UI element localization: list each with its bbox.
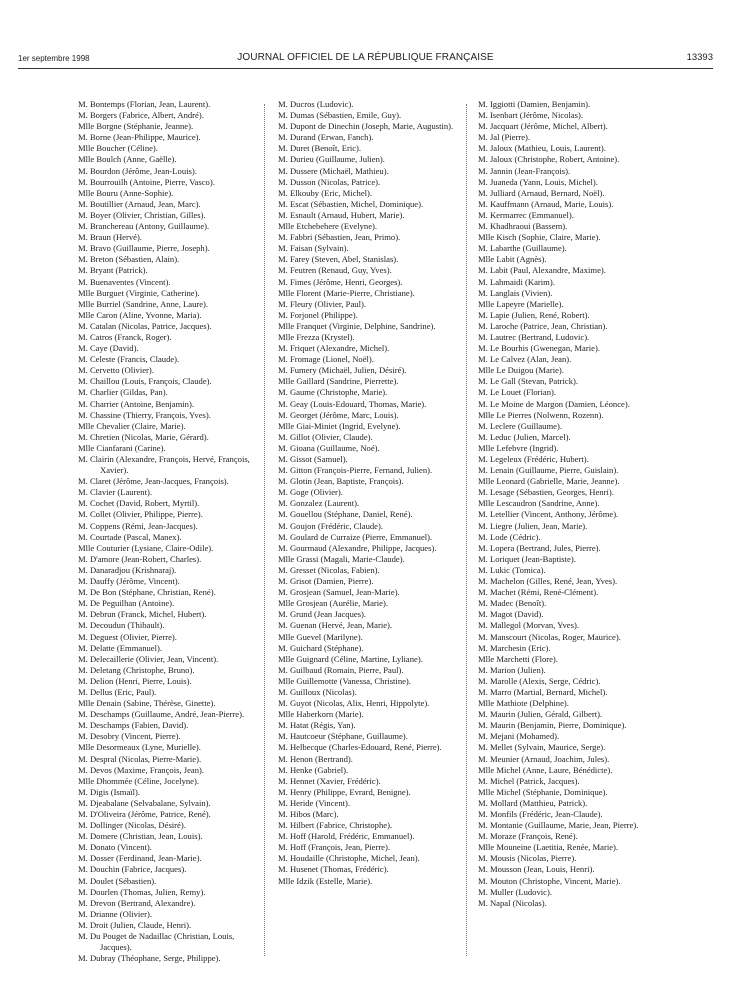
list-item: Mlle Desormeaux (Lyne, Murielle). [78, 742, 201, 753]
list-item: M. Collet (Olivier, Philippe, Pierre). [78, 509, 203, 520]
list-item: Mlle Kisch (Sophie, Claire, Marie). [478, 232, 601, 243]
list-item: M. Mollard (Matthieu, Patrick). [478, 797, 588, 808]
list-item: Mlle Guillemotte (Vanessa, Christine). [278, 675, 411, 686]
list-item: M. Maurin (Benjamin, Pierre, Dominique). [478, 720, 627, 731]
list-item: M. Lode (Cédric). [478, 531, 541, 542]
list-item: Mlle Bouru (Anne-Sophie). [78, 187, 174, 198]
list-item: M. Duret (Benoît, Eric). [278, 143, 362, 154]
list-item: M. Delion (Henri, Pierre, Louis). [78, 675, 192, 686]
list-item: M. Le Gall (Stevan, Patrick). [478, 376, 578, 387]
list-item: Mlle Michel (Stéphanie, Dominique). [478, 786, 608, 797]
list-item: M. Dauffy (Jérôme, Vincent). [78, 576, 180, 587]
publication-date: 1er septembre 1998 [18, 54, 90, 63]
list-item: M. Grund (Jean Jacques). [278, 609, 367, 620]
list-item: M. Gourmaud (Alexandre, Philippe, Jacques). [278, 542, 437, 553]
list-item: M. Gouellou (Stéphane, Daniel, René). [278, 509, 413, 520]
list-item: Mlle Lescaudron (Sandrine, Anne). [478, 498, 600, 509]
list-item: M. Mellet (Sylvain, Maurice, Serge). [478, 742, 606, 753]
list-item: M. Courtade (Pascal, Manex). [78, 531, 182, 542]
list-item: M. Mousson (Jean, Louis, Henri). [478, 864, 595, 875]
list-item: M. Dellus (Eric, Paul). [78, 686, 157, 697]
list-item: M. Guilbaud (Romain, Pierre, Paul). [278, 664, 404, 675]
list-item: M. Guyot (Nicolas, Alix, Henri, Hippolyte). [278, 698, 430, 709]
list-item: M. Boutillier (Arnaud, Jean, Marc). [78, 198, 201, 209]
list-item: M. Drianne (Olivier). [78, 908, 152, 919]
list-item: Mlle Caron (Aline, Yvonne, Maria). [78, 309, 202, 320]
list-item: M. Gitton (François-Pierre, Fernand, Julien). [278, 465, 433, 476]
list-item: M. Lenain (Guillaume, Pierre, Guislain). [478, 465, 619, 476]
list-item: M. Dosser (Ferdinand, Jean-Marie). [78, 853, 202, 864]
list-item: M. Gaume (Christophe, Marie). [278, 387, 388, 398]
list-item: M. Devos (Maxime, François, Jean). [78, 764, 205, 775]
list-item: M. Geay (Louis-Edouard, Thomas, Marie). [278, 398, 427, 409]
list-item: M. Hilbert (Fabrice, Christophe). [278, 820, 393, 831]
list-item: Mlle Labit (Agnès). [478, 254, 547, 265]
list-item: M. Liegre (Julien, Jean, Marie). [478, 520, 588, 531]
name-list-column-1 [78, 99, 262, 964]
list-item: M. Helbecque (Charles-Edouard, René, Pierre). [278, 742, 442, 753]
list-item: Mlle Gaillard (Sandrine, Pierrette). [278, 376, 399, 387]
list-item: M. Lahmaidi (Karim). [478, 276, 555, 287]
list-item: M. Mousis (Nicolas, Pierre). [478, 853, 577, 864]
list-item: Mlle Couturier (Lysiane, Claire-Odile). [78, 542, 214, 553]
page-number: 13393 [686, 52, 713, 63]
list-item: M. Dumas (Sébastien, Emile, Guy). [278, 110, 402, 121]
list-item: M. Mejani (Mohamed). [478, 731, 560, 742]
list-item: M. Gonzalez (Laurent). [278, 498, 360, 509]
list-item: M. Grisot (Damien, Pierre). [278, 576, 374, 587]
list-item: Mlle Giai-Miniet (Ingrid, Evelyne). [278, 420, 401, 431]
list-item: M. Julliard (Arnaud, Bernard, Noël). [478, 187, 605, 198]
list-item: M. Cervetto (Olivier). [78, 365, 154, 376]
list-item: M. Lopera (Bertrand, Jules, Pierre). [478, 542, 601, 553]
list-item: M. Faisan (Sylvain). [278, 243, 349, 254]
list-item: Mlle Michel (Anne, Laure, Bénédicte). [478, 764, 613, 775]
list-item: M. Houdaille (Christophe, Michel, Jean). [278, 853, 420, 864]
list-item: M. Feutren (Renaud, Guy, Yves). [278, 265, 392, 276]
list-item: M. Friquet (Alexandre, Michel). [278, 343, 390, 354]
list-item: M. Jacquart (Jérôme, Michel, Albert). [478, 121, 608, 132]
list-item: M. Desobry (Vincent, Pierre). [78, 731, 181, 742]
list-item: M. Hautcoeur (Stéphane, Guillaume). [278, 731, 408, 742]
list-item: Mlle Leonard (Gabrielle, Marie, Jeanne). [478, 476, 620, 487]
name-list-column-3 [478, 99, 662, 909]
list-item: M. Gillot (Olivier, Claude). [278, 431, 373, 442]
list-item: M. Legeleux (Frédéric, Hubert). [478, 454, 589, 464]
list-item: M. Clairin (Alexandre, François, Hervé, François, Xavier). [78, 454, 250, 476]
list-item: M. Madec (Benoît). [478, 598, 547, 609]
list-item: M. Elkouby (Eric, Michel). [278, 187, 373, 198]
list-item: M. Muller (Ludovic). [478, 886, 552, 897]
list-item: M. Georget (Jérôme, Marc, Louis). [278, 409, 399, 420]
list-item: M. Monfils (Frédéric, Jean-Claude). [478, 809, 603, 819]
list-item: M. Caye (David). [78, 343, 139, 354]
list-item: M. Isenbart (Jérôme, Nicolas). [478, 110, 584, 121]
list-item: M. Borgers (Fabrice, Albert, André). [78, 110, 204, 121]
list-item: M. Machet (Rémi, René-Clément). [478, 587, 599, 598]
list-item: M. Moraze (François, René). [478, 831, 578, 842]
list-item: M. Heride (Vincent). [278, 797, 351, 808]
list-item: M. Le Bourhis (Gwenegan, Marie). [478, 343, 600, 354]
list-item: M. Guenan (Hervé, Jean, Marie). [278, 620, 393, 631]
list-item: M. Bourrouilh (Antoine, Pierre, Vasco). [78, 176, 215, 187]
list-item: Mlle Haberkorn (Marie). [278, 709, 364, 720]
list-item: M. Meunier (Arnaud, Joachim, Jules). [478, 753, 610, 764]
list-item: Mlle Lefebvre (Ingrid). [478, 442, 559, 453]
list-item: M. Magot (David). [478, 609, 544, 620]
list-item: M. Lesage (Sébastien, Georges, Henri). [478, 487, 614, 498]
list-item: M. Farey (Steven, Abel, Stanislas). [278, 254, 399, 265]
list-item: M. Gissot (Samuel). [278, 454, 348, 464]
list-item: M. Jaloux (Mathieu, Louis, Laurent). [478, 143, 606, 154]
list-item: M. Goge (Olivier). [278, 487, 343, 498]
list-item: M. Chretien (Nicolas, Marie, Gérard). [78, 431, 209, 442]
list-item: M. Chaillou (Louis, François, Claude). [78, 376, 212, 387]
list-item: M. Gioana (Guillaume, Noé). [278, 442, 380, 453]
list-item: M. Guilloux (Nicolas). [278, 686, 357, 697]
list-item: M. Forjonel (Philippe). [278, 309, 358, 320]
list-item: Mlle Marchetti (Flore). [478, 653, 558, 664]
list-item: M. Deschamps (Fabien, David). [78, 720, 189, 731]
list-item: M. Du Pouget de Nadaillac (Christian, Louis, Jacques). [78, 931, 235, 953]
list-item: M. Kauffmann (Arnaud, Marie, Louis). [478, 198, 614, 209]
list-item: Mlle Denain (Sabine, Thérèse, Ginette). [78, 698, 216, 709]
list-item: M. Charrier (Antoine, Benjamin). [78, 398, 194, 409]
list-item: M. Iggiotti (Damien, Benjamin). [478, 99, 591, 109]
journal-title: JOURNAL OFFICIEL DE LA RÉPUBLIQUE FRANÇAISE [237, 52, 494, 63]
list-item: M. Bourdon (Jérôme, Jean-Louis). [78, 165, 197, 176]
list-item: M. Fromage (Lionel, Noël). [278, 354, 374, 365]
list-item: M. Dussere (Michaël, Mathieu). [278, 165, 389, 176]
list-item: M. Labit (Paul, Alexandre, Maxime). [478, 265, 606, 276]
list-item: M. Esnault (Arnaud, Hubert, Marie). [278, 209, 405, 220]
list-item: M. Langlais (Vivien). [478, 287, 553, 298]
list-item: M. Drevon (Bertrand, Alexandre). [78, 897, 196, 908]
list-item: M. Hoff (François, Jean, Pierre). [278, 842, 391, 853]
list-item: Mlle Mouneine (Laetitia, Renée, Marie). [478, 842, 619, 853]
list-item: M. Bravo (Guillaume, Pierre, Joseph). [78, 243, 210, 254]
list-item: M. Kermarrec (Emmanuel). [478, 209, 574, 220]
list-item: M. Jannin (Jean-François). [478, 165, 571, 176]
list-item: M. Le Louet (Florian). [478, 387, 557, 398]
list-item: M. Marolle (Alexis, Serge, Cédric). [478, 675, 601, 686]
list-item: Mlle Le Pierres (Nolwenn, Rozenn). [478, 409, 604, 420]
list-item: Mlle Guevel (Marilyne). [278, 631, 363, 642]
list-item: Mlle Franquet (Virginie, Delphine, Sandrine). [278, 320, 436, 331]
list-item: M. Michel (Patrick, Jacques). [478, 775, 580, 786]
list-item: M. Mouton (Christophe, Vincent, Marie). [478, 875, 621, 886]
list-item: M. Borne (Jean-Philippe, Maurice). [78, 132, 201, 143]
list-item: M. Lapie (Julien, René, Robert). [478, 309, 590, 320]
list-item: M. Hoff (Harold, Frédéric, Emmanuel). [278, 831, 415, 842]
list-item: M. Dupont de Dinechin (Joseph, Marie, Augustin). [278, 121, 454, 132]
list-item: Mlle Cianfarani (Carine). [78, 442, 166, 453]
list-item: Mlle Mathiote (Delphine). [478, 698, 569, 709]
list-item: M. Domere (Christian, Jean, Louis). [78, 831, 203, 842]
list-item: M. Bontemps (Florian, Jean, Laurent). [78, 99, 211, 109]
list-item: M. De Bon (Stéphane, Christian, René). [78, 587, 216, 598]
list-item: M. Danaradjou (Krishnaraj). [78, 564, 177, 575]
list-item: M. Mallegol (Morvan, Yves). [478, 620, 579, 631]
list-item: M. Douchin (Fabrice, Jacques). [78, 864, 187, 875]
list-item: Mlle Dhommée (Céline, Jocelyne). [78, 775, 199, 786]
list-item: M. Hatat (Régis, Yan). [278, 720, 356, 731]
list-item: M. Breton (Sébastien, Alain). [78, 254, 180, 265]
header-rule [18, 68, 713, 69]
list-item: Mlle Burriel (Sandrine, Anne, Laure). [78, 298, 209, 309]
list-item: M. D'Oliveira (Jérôme, Patrice, René). [78, 809, 211, 819]
list-item: M. Celeste (Francis, Claude). [78, 354, 180, 365]
list-item: M. Deschamps (Guillaume, André, Jean-Pierre). [78, 709, 245, 720]
list-item: Mlle Florent (Marie-Pierre, Christiane). [278, 287, 415, 298]
list-item: M. Le Calvez (Alan, Jean). [478, 354, 572, 365]
list-item: M. Debrun (Franck, Michel, Hubert). [78, 609, 207, 620]
list-item: M. Escat (Sébastien, Michel, Dominique). [278, 198, 424, 209]
name-list-column-2 [278, 99, 462, 887]
list-item: M. Jaloux (Christophe, Robert, Antoine). [478, 154, 620, 165]
list-item: M. Le Moine de Margon (Damien, Léonce). [478, 398, 630, 409]
list-item: Mlle Idzik (Estelle, Marie). [278, 875, 373, 886]
list-item: M. Jal (Pierre). [478, 132, 531, 143]
list-item: Mlle Lapeyre (Marielle). [478, 298, 564, 309]
list-item: M. Machelon (Gilles, René, Jean, Yves). [478, 576, 618, 587]
list-item: Mlle Borgne (Stéphanie, Jeanne). [78, 121, 194, 132]
list-item: M. Manscourt (Nicolas, Roger, Maurice). [478, 631, 621, 642]
list-item: M. Hennet (Xavier, Frédéric). [278, 775, 381, 786]
list-item: M. Branchereau (Antony, Guillaume). [78, 221, 210, 232]
list-item: Mlle Etchebehere (Evelyne). [278, 221, 378, 232]
list-item: M. Fumery (Michaël, Julien, Désiré). [278, 365, 407, 376]
list-item: M. Laroche (Patrice, Jean, Christian). [478, 320, 608, 331]
list-item: M. Digis (Ismaïl). [78, 786, 141, 797]
list-item: M. Goulard de Curraize (Pierre, Emmanuel). [278, 531, 433, 542]
list-item: M. Montanie (Guillaume, Marie, Jean, Pierre). [478, 820, 639, 831]
list-item: M. Letellier (Vincent, Anthony, Jérôme). [478, 509, 619, 520]
list-item: M. Coppens (Rémi, Jean-Jacques). [78, 520, 198, 531]
list-item: M. Dourlen (Thomas, Julien, Remy). [78, 886, 206, 897]
list-item: M. Delecaillerie (Olivier, Jean, Vincent). [78, 653, 219, 664]
list-item: M. Doulet (Sébastien). [78, 875, 157, 886]
list-item: M. Leclere (Guillaume). [478, 420, 562, 431]
list-item: M. Fabbri (Sébastien, Jean, Primo). [278, 232, 401, 243]
column-separator [264, 104, 265, 956]
list-item: Mlle Boulch (Anne, Gaëlle). [78, 154, 177, 165]
list-item: Mlle Burguet (Virginie, Catherine). [78, 287, 200, 298]
list-item: Mlle Boucher (Céline). [78, 143, 158, 154]
list-item: M. Lautrec (Bertrand, Ludovic). [478, 331, 590, 342]
list-item: Mlle Grosjean (Aurélie, Marie). [278, 598, 389, 609]
list-item: M. Marion (Julien). [478, 664, 546, 675]
list-item: M. Labarthe (Guillaume). [478, 243, 567, 254]
list-item: M. Dubray (Théophane, Serge, Philippe). [78, 953, 221, 964]
list-item: M. Charlier (Gildas, Pan). [78, 387, 168, 398]
list-item: M. Bryant (Patrick). [78, 265, 148, 276]
list-item: M. Deletang (Christophe, Bruno). [78, 664, 195, 675]
list-item: M. De Peguilhan (Antoine). [78, 598, 175, 609]
list-item: Mlle Chevalier (Claire, Marie). [78, 420, 186, 431]
list-item: M. Durieu (Guillaume, Julien). [278, 154, 385, 165]
list-item: Mlle Le Duigou (Marie). [478, 365, 564, 376]
list-item: M. Guichard (Stéphane). [278, 642, 364, 653]
list-item: M. Hibos (Marc). [278, 809, 339, 819]
list-item: M. Catalan (Nicolas, Patrice, Jacques). [78, 320, 212, 331]
list-item: M. Henon (Bertrand). [278, 753, 353, 764]
list-item: M. Dusson (Nicolas, Patrice). [278, 176, 381, 187]
list-item: M. Maurin (Julien, Gérald, Gilbert). [478, 709, 603, 720]
list-item: M. Fimes (Jérôme, Henri, Georges). [278, 276, 403, 287]
list-item: M. Henke (Gabriel). [278, 764, 349, 775]
list-item: M. Deguest (Olivier, Pierre). [78, 631, 177, 642]
list-item: Mlle Guignard (Céline, Martine, Lyliane). [278, 653, 423, 664]
list-item: M. Khadhraoui (Bassem). [478, 221, 568, 232]
list-item: M. Braun (Hervé). [78, 232, 142, 243]
list-item: M. Despral (Nicolas, Pierre-Marie). [78, 753, 202, 764]
list-item: M. Delatte (Emmanuel). [78, 642, 162, 653]
list-item: M. Buenaventes (Vincent). [78, 276, 171, 287]
list-item: M. Napal (Nicolas). [478, 897, 547, 908]
list-item: M. Glotin (Jean, Baptiste, François). [278, 476, 404, 487]
page-header [18, 51, 713, 67]
list-item: M. Dollinger (Nicolas, Désiré). [78, 820, 186, 831]
list-item: M. Grosjean (Samuel, Jean-Marie). [278, 587, 400, 598]
list-item: M. Juaneda (Yann, Louis, Michel). [478, 176, 598, 187]
list-item: M. Donato (Vincent). [78, 842, 152, 853]
list-item: M. Djeabalane (Selvabalane, Sylvain). [78, 797, 211, 808]
list-item: M. Goujon (Frédéric, Claude). [278, 520, 384, 531]
list-item: M. Marro (Martial, Bernard, Michel). [478, 686, 608, 697]
list-item: M. Marchesin (Eric). [478, 642, 551, 653]
list-item: M. Ducros (Ludovic). [278, 99, 354, 109]
list-item: M. Durand (Erwan, Fanch). [278, 132, 374, 143]
list-item: M. Chassine (Thierry, François, Yves). [78, 409, 211, 420]
list-item: M. Loriquet (Jean-Baptiste). [478, 553, 576, 564]
list-item: M. Leduc (Julien, Marcel). [478, 431, 571, 442]
list-item: M. Claret (Jérôme, Jean-Jacques, François). [78, 476, 229, 487]
list-item: M. Fleury (Olivier, Paul). [278, 298, 366, 309]
list-item: M. Husenet (Thomas, Frédéric). [278, 864, 389, 875]
column-separator [466, 104, 467, 956]
list-item: M. Henry (Philippe, Evrard, Benigne). [278, 786, 411, 797]
list-item: M. Clavier (Laurent). [78, 487, 152, 498]
list-item: Mlle Frezza (Krystel). [278, 331, 355, 342]
list-item: M. D'amore (Jean-Robert, Charles). [78, 553, 202, 564]
list-item: M. Boyer (Olivier, Christian, Gilles). [78, 209, 206, 220]
list-item: M. Lukic (Tomica). [478, 564, 546, 575]
list-item: Mlle Grassi (Magali, Marie-Claude). [278, 553, 405, 564]
list-item: M. Cochet (David, Robert, Myrtil). [78, 498, 200, 509]
list-item: M. Droit (Julien, Claude, Henri). [78, 919, 192, 930]
list-item: M. Catros (Franck, Roger). [78, 331, 172, 342]
list-item: M. Decoudun (Thibault). [78, 620, 165, 631]
list-item: M. Gresset (Nicolas, Fabien). [278, 564, 380, 575]
